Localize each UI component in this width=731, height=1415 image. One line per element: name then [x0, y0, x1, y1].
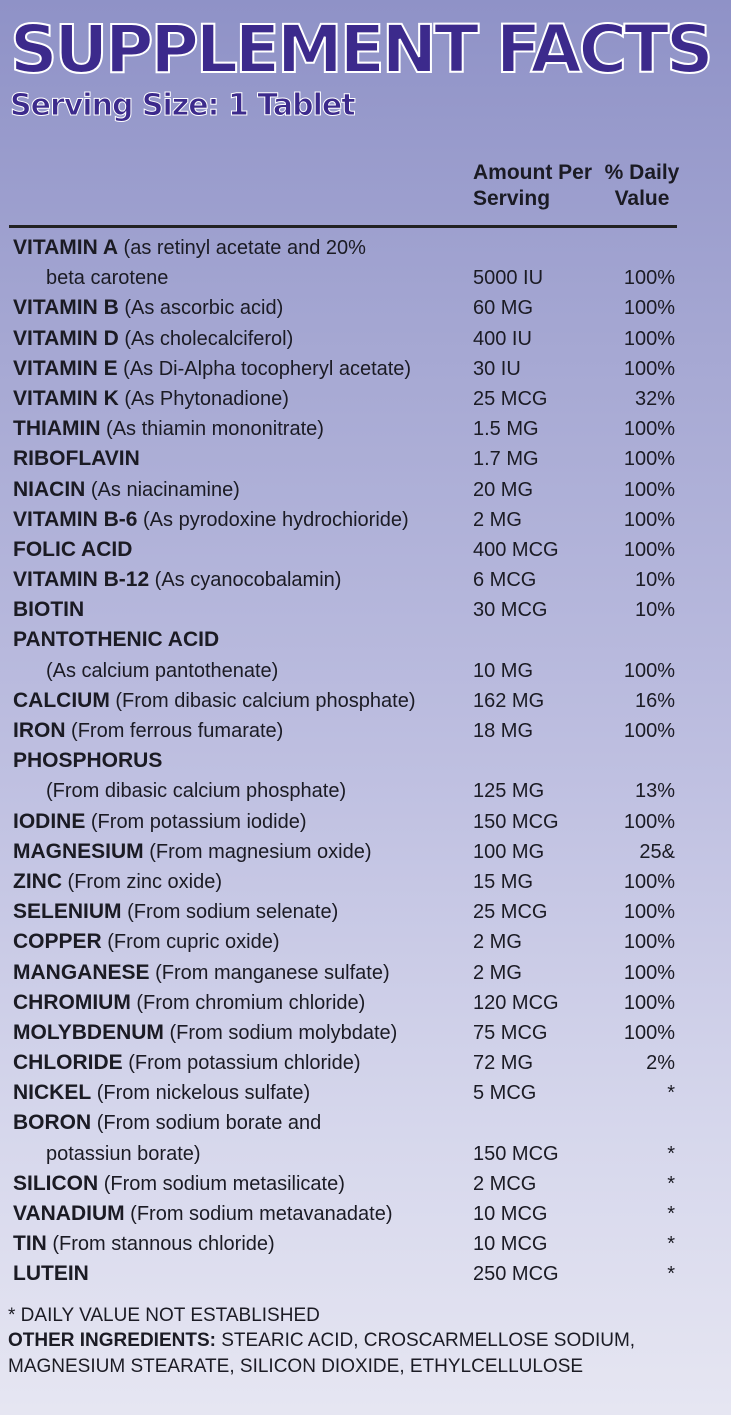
table-row: [0, 565, 731, 595]
nutrient-label: VITAMIN K: [13, 386, 119, 410]
nutrient-source: (From cupric oxide): [101, 931, 280, 954]
nutrient-name: [13, 686, 416, 716]
amount-per-serving: 10 MG: [473, 659, 534, 682]
amount-per-serving: 250 MCG: [473, 1263, 559, 1286]
amount-per-serving: 15 MG: [473, 870, 534, 893]
nutrient-label: BIOTIN: [13, 598, 85, 622]
table-row: [0, 1229, 731, 1259]
page-title: SUPPLEMENT FACTS: [10, 11, 711, 88]
daily-value: *: [667, 1203, 675, 1225]
nutrient-name: [13, 505, 409, 535]
nutrient-name: [13, 716, 283, 746]
nutrient-source: (From dibasic calcium phosphate): [46, 780, 347, 803]
table-row: [0, 1139, 731, 1169]
amount-per-serving: 30 IU: [473, 357, 521, 380]
amount-per-serving: 2 MCG: [473, 1172, 537, 1195]
nutrient-label: CHROMIUM: [13, 990, 131, 1014]
amount-per-serving: 25 MCG: [473, 387, 548, 410]
nutrient-name: [13, 475, 240, 505]
daily-value: 100%: [623, 357, 675, 380]
amount-per-serving: 2 MG: [473, 961, 522, 984]
nutrient-name: [13, 293, 283, 323]
amount-per-serving: 5000 IU: [473, 267, 544, 290]
amount-per-serving: 10 MCG: [473, 1233, 548, 1256]
table-row: [0, 988, 731, 1018]
table-row: [0, 625, 731, 655]
table-row: [0, 535, 731, 565]
nutrient-name: [13, 1018, 397, 1048]
table-row: [0, 837, 731, 867]
serving-size: Serving Size: 1 Tablet: [10, 88, 355, 123]
column-header-daily-value: % Daily Value: [604, 161, 680, 210]
table-row: [0, 1078, 731, 1108]
nutrient-source: (As pyrodoxine hydrochioride): [137, 508, 409, 531]
nutrient-name: [13, 867, 222, 897]
table-row: [0, 233, 731, 263]
nutrient-label: NICKEL: [13, 1081, 92, 1105]
nutrient-source: (From zinc oxide): [62, 870, 223, 893]
table-row: [0, 927, 731, 957]
nutrient-name: [13, 354, 411, 384]
nutrient-label: FOLIC ACID: [13, 537, 133, 561]
table-row: [0, 293, 731, 323]
daily-value: 100%: [623, 870, 675, 893]
nutrient-source: (From manganese sulfate): [149, 961, 390, 984]
table-row: [0, 444, 731, 474]
column-header-amount: Amount Per Serving: [473, 161, 593, 210]
nutrient-name: [13, 595, 84, 625]
daily-value: 100%: [623, 478, 675, 501]
nutrient-table: [0, 233, 731, 1290]
nutrient-label: TIN: [13, 1232, 47, 1256]
daily-value: 100%: [623, 1021, 675, 1044]
daily-value: 100%: [623, 448, 675, 471]
nutrient-source: (As cyanocobalamin): [149, 569, 342, 592]
amount-per-serving: 2 MG: [473, 931, 522, 954]
nutrient-name: [13, 565, 341, 595]
nutrient-name: [13, 444, 140, 474]
table-row: [0, 595, 731, 625]
nutrient-label: VITAMIN E: [13, 356, 118, 380]
table-row: [0, 776, 731, 806]
table-row: [0, 354, 731, 384]
daily-value: 100%: [623, 991, 675, 1014]
daily-value: 100%: [623, 508, 675, 531]
nutrient-label: VANADIUM: [13, 1202, 125, 1225]
table-row: [0, 746, 731, 776]
amount-per-serving: 150 MCG: [473, 810, 559, 833]
nutrient-source: beta carotene: [46, 267, 169, 290]
table-row: [0, 867, 731, 897]
nutrient-label: BORON: [13, 1111, 92, 1135]
nutrient-name: [13, 233, 366, 263]
nutrient-label: NIACIN: [13, 477, 86, 501]
nutrient-label: IRON: [13, 719, 66, 742]
nutrient-name: [13, 1259, 89, 1289]
nutrient-source: (As Di-Alpha tocopheryl acetate): [117, 357, 412, 380]
amount-per-serving: 5 MCG: [473, 1082, 537, 1105]
amount-per-serving: 100 MG: [473, 840, 545, 863]
nutrient-label: ZINC: [13, 869, 62, 893]
nutrient-label: THIAMIN: [13, 417, 101, 441]
daily-value: 32%: [634, 387, 675, 410]
table-row: [0, 505, 731, 535]
daily-value: *: [667, 1233, 675, 1256]
nutrient-name: [13, 625, 219, 655]
nutrient-name: [13, 414, 324, 444]
daily-value: 2%: [646, 1052, 675, 1075]
daily-value: *: [667, 1172, 675, 1195]
nutrient-name: [13, 1229, 275, 1259]
table-row: [0, 1199, 731, 1229]
nutrient-label: VITAMIN B: [13, 296, 119, 320]
nutrient-name: [13, 927, 280, 957]
nutrient-label: COPPER: [13, 930, 102, 954]
amount-per-serving: 18 MG: [473, 720, 534, 742]
daily-value: 100%: [623, 901, 675, 924]
daily-value: *: [667, 1082, 675, 1105]
nutrient-source: potassiun borate): [46, 1142, 201, 1165]
amount-per-serving: 1.7 MG: [473, 448, 539, 471]
amount-per-serving: 25 MCG: [473, 901, 548, 924]
nutrient-name: [13, 897, 338, 927]
table-row: [0, 686, 731, 716]
nutrient-label: VITAMIN A: [13, 236, 118, 259]
nutrient-name: [13, 384, 289, 414]
nutrient-label: SILICON: [13, 1171, 99, 1195]
table-row: [0, 1259, 731, 1289]
daily-value: 100%: [623, 720, 675, 742]
table-row: [0, 475, 731, 505]
nutrient-name: [13, 837, 372, 867]
other-ingredients: [8, 1328, 728, 1380]
nutrient-source: (From ferrous fumarate): [65, 720, 284, 742]
amount-per-serving: 75 MCG: [473, 1021, 548, 1044]
daily-value: *: [667, 1263, 675, 1286]
nutrient-source: (As niacinamine): [85, 478, 240, 501]
nutrient-source: (From potassium chloride): [122, 1052, 361, 1075]
nutrient-label: CALCIUM: [13, 688, 110, 712]
amount-per-serving: 150 MCG: [473, 1142, 559, 1165]
nutrient-name: [13, 1108, 321, 1138]
nutrient-source: (From stannous chloride): [46, 1233, 275, 1256]
nutrient-label: PHOSPHORUS: [13, 749, 163, 773]
nutrient-name: [13, 1078, 310, 1108]
amount-per-serving: 120 MCG: [473, 991, 559, 1014]
nutrient-name: [46, 263, 168, 293]
header-divider: [9, 225, 677, 228]
table-row: [0, 656, 731, 686]
nutrient-source: (From chromium chloride): [130, 991, 366, 1014]
nutrient-name: [13, 988, 365, 1018]
nutrient-source: (From sodium selenate): [121, 901, 339, 924]
daily-value: *: [667, 1142, 675, 1165]
other-ingredients-label: OTHER INGREDIENTS:: [8, 1330, 216, 1351]
daily-value: 13%: [634, 780, 675, 803]
daily-value: 100%: [623, 931, 675, 954]
other-ingredients-list: STEARIC ACID, CROSCARMELLOSE SODIUM, MAGNESIUM STEARATE, SILICON DIOXIDE, ETHYLCELLULOSE: [8, 1330, 636, 1377]
table-row: [0, 324, 731, 354]
nutrient-name: [46, 1139, 201, 1169]
nutrient-source: (As cholecalciferol): [118, 327, 294, 350]
nutrient-label: VITAMIN D: [13, 326, 119, 350]
daily-value: 100%: [623, 297, 675, 320]
nutrient-label: PANTOTHENIC ACID: [13, 628, 220, 652]
amount-per-serving: 60 MG: [473, 297, 534, 320]
table-row: [0, 263, 731, 293]
nutrient-name: [13, 746, 162, 776]
nutrient-label: MANGANESE: [13, 960, 150, 984]
table-row: [0, 807, 731, 837]
nutrient-label: VITAMIN B-12: [13, 568, 150, 592]
nutrient-label: IODINE: [13, 809, 86, 833]
table-row: [0, 1018, 731, 1048]
nutrient-source: (As thiamin mononitrate): [100, 418, 324, 441]
nutrient-source: (From dibasic calcium phosphate): [109, 689, 416, 712]
amount-per-serving: 400 MCG: [473, 538, 559, 561]
nutrient-source: (as retinyl acetate and 20%: [118, 237, 366, 259]
amount-per-serving: 72 MG: [473, 1052, 534, 1075]
daily-value: 16%: [634, 689, 675, 712]
nutrient-source: (As Phytonadione): [118, 387, 289, 410]
amount-per-serving: 10 MCG: [473, 1203, 548, 1225]
table-row: [0, 384, 731, 414]
nutrient-name: [13, 958, 390, 988]
table-row: [0, 1048, 731, 1078]
nutrient-label: VITAMIN B-6: [13, 507, 138, 531]
table-row: [0, 1169, 731, 1199]
daily-value: 100%: [623, 327, 675, 350]
table-row: [0, 897, 731, 927]
nutrient-label: SELENIUM: [13, 900, 122, 924]
daily-value: 100%: [623, 538, 675, 561]
nutrient-name: [13, 1199, 393, 1229]
nutrient-source: (From sodium metasilicate): [98, 1172, 345, 1195]
nutrient-label: RIBOFLAVIN: [13, 447, 140, 471]
nutrient-source: (From nickelous sulfate): [91, 1082, 311, 1105]
daily-value: 100%: [623, 961, 675, 984]
amount-per-serving: 162 MG: [473, 689, 545, 712]
amount-per-serving: 2 MG: [473, 508, 522, 531]
nutrient-label: MAGNESIUM: [13, 839, 144, 863]
amount-per-serving: 400 IU: [473, 327, 532, 350]
table-row: [0, 958, 731, 988]
table-row: [0, 716, 731, 746]
nutrient-label: MOLYBDENUM: [13, 1020, 164, 1044]
amount-per-serving: 30 MCG: [473, 599, 548, 622]
amount-per-serving: 6 MCG: [473, 569, 537, 592]
nutrient-label: CHLORIDE: [13, 1051, 123, 1075]
daily-value: 10%: [634, 599, 675, 622]
daily-value: 100%: [623, 267, 675, 290]
nutrient-source: (As calcium pantothenate): [46, 659, 279, 682]
nutrient-source: (From sodium metavanadate): [124, 1203, 393, 1225]
nutrient-name: [13, 535, 132, 565]
amount-per-serving: 125 MG: [473, 780, 545, 803]
nutrient-name: [13, 1048, 361, 1078]
footnote: * DAILY VALUE NOT ESTABLISHED: [8, 1305, 320, 1326]
nutrient-name: [13, 324, 293, 354]
nutrient-name: [13, 1169, 345, 1199]
nutrient-source: (From sodium borate and: [91, 1112, 322, 1135]
table-row: [0, 1108, 731, 1138]
nutrient-source: (As ascorbic acid): [118, 297, 284, 320]
table-row: [0, 414, 731, 444]
nutrient-name: [46, 776, 346, 806]
nutrient-name: [46, 656, 278, 686]
daily-value: 100%: [623, 810, 675, 833]
nutrient-source: (From magnesium oxide): [143, 840, 372, 863]
daily-value: 25&: [639, 840, 675, 863]
nutrient-source: (From potassium iodide): [85, 810, 307, 833]
nutrient-source: (From sodium molybdate): [163, 1021, 398, 1044]
amount-per-serving: 1.5 MG: [473, 418, 539, 441]
amount-per-serving: 20 MG: [473, 478, 534, 501]
daily-value: 100%: [623, 418, 675, 441]
nutrient-name: [13, 807, 307, 837]
daily-value: 10%: [634, 569, 675, 592]
daily-value: 100%: [623, 659, 675, 682]
nutrient-label: LUTEIN: [13, 1262, 89, 1286]
